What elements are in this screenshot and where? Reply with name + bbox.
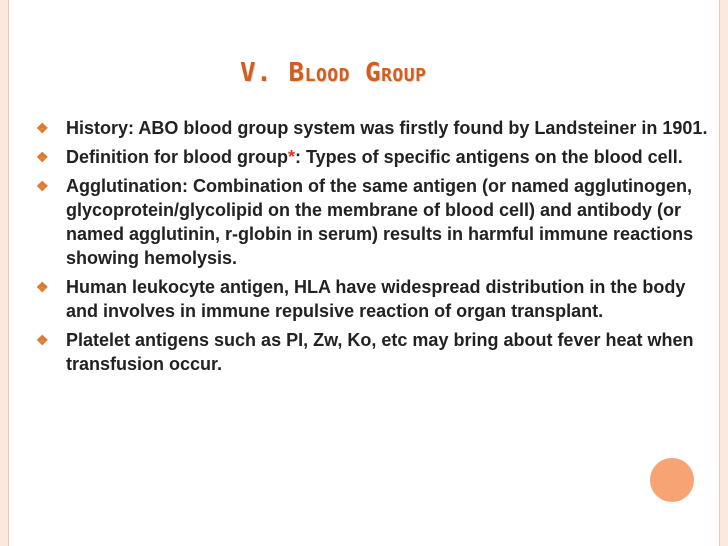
diamond-bullet-icon: ❖ bbox=[36, 279, 49, 295]
title-word1-rest: LOOD bbox=[304, 65, 350, 86]
bullet-text: Platelet antigens such as PI, Zw, Ko, etc may bring about fever heat when transfusion occur. bbox=[66, 330, 694, 374]
diamond-bullet-icon: ❖ bbox=[36, 120, 49, 136]
title-word1-initial: B bbox=[288, 58, 305, 88]
title-numeral: V. bbox=[240, 58, 289, 88]
decorative-circle bbox=[650, 458, 694, 502]
bullet-list bbox=[36, 116, 716, 381]
bullet-text-before: Definition for blood group bbox=[66, 147, 288, 167]
bullet-text-after: : Types of specific antigens on the blood cell. bbox=[294, 147, 683, 167]
bullet-item-definition bbox=[36, 145, 716, 169]
title-word2-rest: ROUP bbox=[381, 65, 427, 86]
bullet-item-agglutination bbox=[36, 174, 716, 270]
slide-title bbox=[240, 58, 426, 88]
diamond-bullet-icon: ❖ bbox=[36, 332, 49, 348]
right-border-strip bbox=[719, 0, 728, 546]
diamond-bullet-icon: ❖ bbox=[36, 149, 49, 165]
left-border-strip bbox=[0, 0, 9, 546]
title-word2-initial: G bbox=[364, 58, 382, 88]
asterisk-mark: * bbox=[287, 147, 295, 167]
bullet-item-platelet bbox=[36, 328, 716, 376]
bullet-item-history bbox=[36, 116, 716, 140]
bullet-item-hla bbox=[36, 275, 716, 323]
diamond-bullet-icon: ❖ bbox=[36, 178, 49, 194]
bullet-text: Human leukocyte antigen, HLA have widespread distribution in the body and involves in immune repulsive reaction of organ transplant. bbox=[66, 277, 686, 321]
bullet-text: History: ABO blood group system was firstly found by Landsteiner in 1901. bbox=[66, 118, 708, 138]
bullet-text: Agglutination: Combination of the same antigen (or named agglutinogen, glycoprotein/glycolipid on the membrane of blood cell) and antibody (or named agglutinin, r-globin in serum) results in harmful immune reactions showing hemolysis. bbox=[66, 176, 694, 268]
